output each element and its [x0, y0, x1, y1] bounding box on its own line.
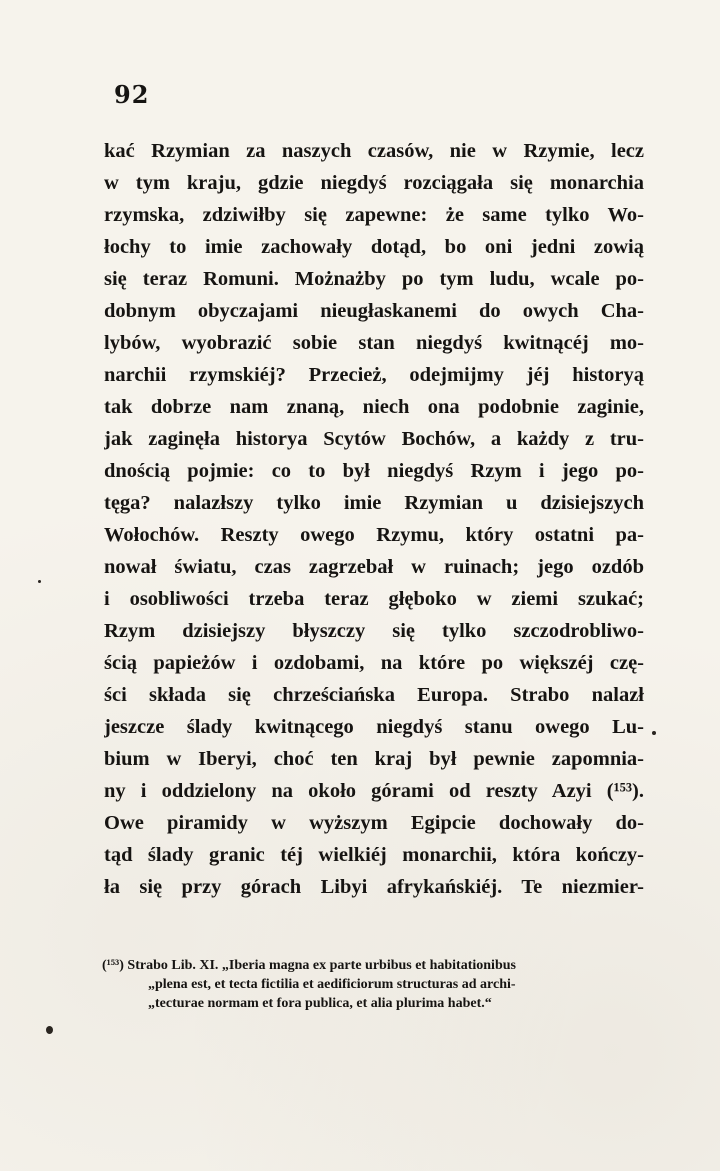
footnote-line: „tecturae normam et fora publica, et alia plurima habet.“	[148, 996, 492, 1011]
text-line: jak zaginęła historya Scytów Bochów, a każdy z tru-	[104, 428, 644, 450]
ink-speck	[46, 1026, 53, 1034]
text-line: tąd ślady granic téj wielkiéj monarchii, która kończy-	[104, 844, 644, 866]
text-line: dobnym obyczajami nieugłaskanemi do owych Cha-	[104, 300, 644, 322]
text-line: ścią papieżów i ozdobami, na które po większéj czę-	[104, 652, 644, 674]
ink-speck	[652, 731, 656, 735]
text-line: Wołochów. Reszty owego Rzymu, który ostatni pa-	[104, 524, 644, 546]
text-line: lybów, wyobrazić sobie stan niegdyś kwitnącéj mo-	[104, 332, 644, 354]
text-line: kać Rzymian za naszych czasów, nie w Rzymie, lecz	[104, 140, 644, 162]
text-line: Rzym dzisiejszy błyszczy się tylko szczodrobliwo-	[104, 620, 644, 642]
text-line: dnością pojmie: co to był niegdyś Rzym i jego po-	[104, 460, 644, 482]
text-line: tęga? nalazłszy tylko imie Rzymian u dzisiejszych	[104, 492, 644, 514]
text-line: w tym kraju, gdzie niegdyś rozciągała się monarchia	[104, 172, 644, 194]
body-text	[104, 135, 644, 903]
text-line: ła się przy górach Libyi afrykańskiéj. Te niezmier-	[104, 876, 644, 898]
footnote-line: „plena est, et tecta fictilia et aedificiorum structuras ad archi-	[148, 977, 516, 992]
text-line: łochy to imie zachowały dotąd, bo oni jedni zowią	[104, 236, 644, 258]
text-line: ny i oddzielony na około górami od reszty Azyi (¹⁵³).	[104, 780, 644, 802]
text-line: rzymska, zdziwiłby się zapewne: że same tylko Wo-	[104, 204, 644, 226]
text-line: i osobliwości trzeba teraz głęboko w ziemi szukać;	[104, 588, 644, 610]
text-line: bium w Iberyi, choć ten kraj był pewnie zapomnia-	[104, 748, 644, 770]
ink-speck	[38, 580, 41, 583]
text-line: Owe piramidy w wyższym Egipcie dochowały do-	[104, 812, 644, 834]
text-line: jeszcze ślady kwitnącego niegdyś stanu owego Lu-	[104, 716, 644, 738]
footnote-line: (¹⁵³) Strabo Lib. XI. „Iberia magna ex parte urbibus et habitationibus	[102, 958, 516, 973]
page-number: 92	[114, 80, 150, 109]
text-line: nował światu, czas zagrzebał w ruinach; jego ozdób	[104, 556, 644, 578]
text-line: narchii rzymskiéj? Przecież, odejmijmy jéj historyą	[104, 364, 644, 386]
text-line: tak dobrze nam znaną, niech ona podobnie zaginie,	[104, 396, 644, 418]
text-line: ści składa się chrześciańska Europa. Strabo nalazł	[104, 684, 644, 706]
text-line: się teraz Romuni. Możnażby po tym ludu, wcale po-	[104, 268, 644, 290]
footnote	[102, 956, 642, 1013]
